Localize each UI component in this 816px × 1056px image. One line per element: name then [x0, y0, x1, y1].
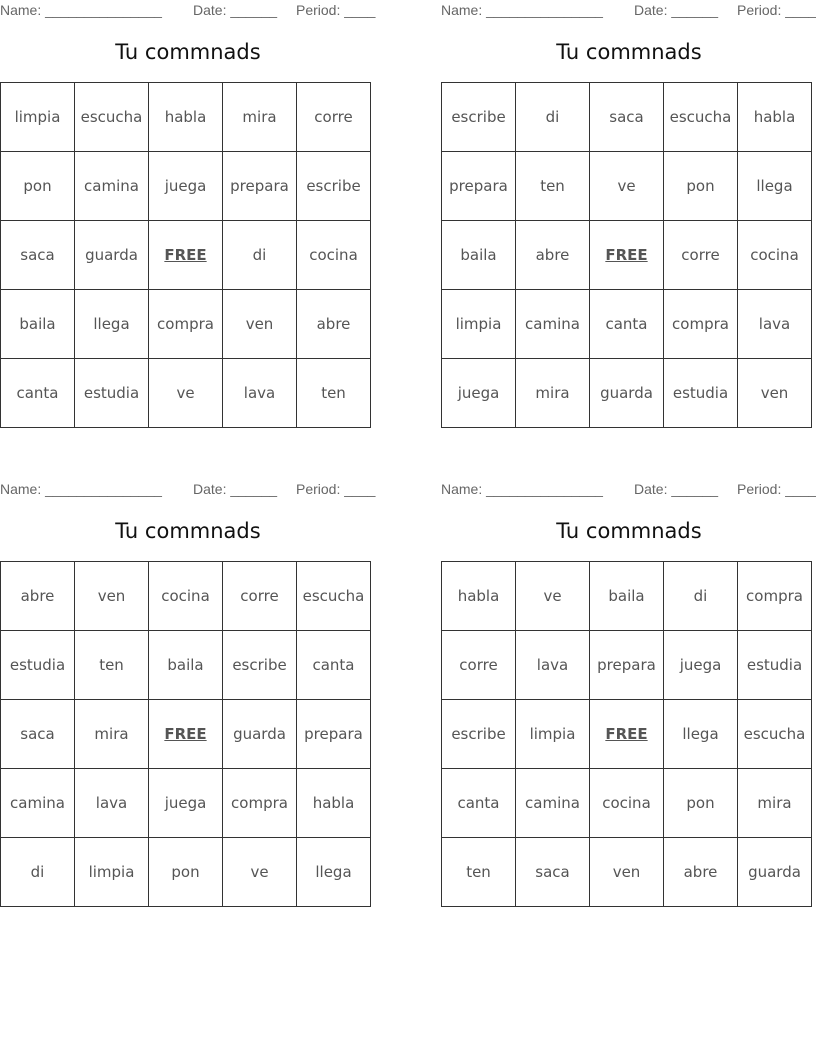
grid-row [1, 631, 371, 700]
bingo-cell: saca [516, 838, 590, 907]
bingo-cell: canta [1, 359, 75, 428]
bingo-cell: escucha [297, 562, 371, 631]
grid-row [1, 359, 371, 428]
grid-row [442, 290, 812, 359]
bingo-cell: ve [590, 152, 664, 221]
bingo-cell: cocina [738, 221, 812, 290]
bingo-cell: abre [297, 290, 371, 359]
bingo-cell: canta [297, 631, 371, 700]
card-title: Tu commnads [556, 40, 702, 64]
bingo-cell: di [1, 838, 75, 907]
bingo-cell: corre [442, 631, 516, 700]
bingo-cell: habla [297, 769, 371, 838]
bingo-cell: baila [149, 631, 223, 700]
bingo-cell: juega [664, 631, 738, 700]
bingo-cell: llega [738, 152, 812, 221]
bingo-cell: guarda [223, 700, 297, 769]
grid-row [1, 290, 371, 359]
bingo-cell: abre [516, 221, 590, 290]
date-field: Date: ______ [634, 481, 719, 497]
card-header [0, 481, 376, 497]
grid-row [1, 152, 371, 221]
grid-row [442, 838, 812, 907]
bingo-cell: juega [149, 152, 223, 221]
bingo-cell: ven [738, 359, 812, 428]
bingo-cell: escribe [442, 700, 516, 769]
bingo-cell: canta [442, 769, 516, 838]
name-field: Name: _______________ [0, 2, 162, 18]
bingo-cell: prepara [297, 700, 371, 769]
bingo-cell: llega [75, 290, 149, 359]
bingo-cell: pon [664, 152, 738, 221]
name-field: Name: _______________ [441, 2, 603, 18]
bingo-cell: pon [149, 838, 223, 907]
bingo-cell: llega [664, 700, 738, 769]
card-title: Tu commnads [115, 40, 261, 64]
bingo-cell: guarda [590, 359, 664, 428]
bingo-grid [0, 561, 371, 907]
bingo-cell: ten [442, 838, 516, 907]
bingo-cell: compra [664, 290, 738, 359]
bingo-cell: baila [590, 562, 664, 631]
bingo-cell: compra [738, 562, 812, 631]
period-field: Period: ____ [296, 481, 376, 497]
period-field: Period: ____ [737, 2, 816, 18]
free-cell: FREE [149, 700, 223, 769]
bingo-cell: cocina [297, 221, 371, 290]
bingo-cell: corre [664, 221, 738, 290]
bingo-cell: canta [590, 290, 664, 359]
bingo-cell: mira [223, 83, 297, 152]
bingo-cell: limpia [1, 83, 75, 152]
bingo-cell: saca [1, 700, 75, 769]
card-header [441, 481, 816, 497]
grid-row [1, 769, 371, 838]
grid-row [1, 562, 371, 631]
date-field: Date: ______ [193, 481, 278, 497]
bingo-cell: habla [442, 562, 516, 631]
bingo-cell: ten [516, 152, 590, 221]
card-header [441, 2, 816, 18]
bingo-cell: camina [516, 769, 590, 838]
bingo-cell: camina [75, 152, 149, 221]
grid-row [442, 359, 812, 428]
bingo-cell: escribe [442, 83, 516, 152]
bingo-grid [441, 561, 812, 907]
grid-row [1, 700, 371, 769]
grid-row [442, 221, 812, 290]
grid-row [442, 700, 812, 769]
bingo-cell: habla [738, 83, 812, 152]
date-field: Date: ______ [193, 2, 278, 18]
bingo-cell: llega [297, 838, 371, 907]
bingo-cell: di [516, 83, 590, 152]
bingo-cell: compra [149, 290, 223, 359]
bingo-cell: di [223, 221, 297, 290]
bingo-cell: mira [75, 700, 149, 769]
bingo-cell: estudia [1, 631, 75, 700]
bingo-cell: juega [442, 359, 516, 428]
bingo-cell: saca [590, 83, 664, 152]
bingo-card-4 [441, 479, 816, 881]
bingo-cell: guarda [738, 838, 812, 907]
bingo-cell: juega [149, 769, 223, 838]
grid-row [1, 838, 371, 907]
card-title: Tu commnads [115, 519, 261, 543]
grid-row [442, 562, 812, 631]
bingo-cell: camina [1, 769, 75, 838]
bingo-cell: escucha [738, 700, 812, 769]
bingo-cell: pon [1, 152, 75, 221]
free-cell: FREE [590, 700, 664, 769]
bingo-cell: ven [75, 562, 149, 631]
bingo-cell: baila [1, 290, 75, 359]
bingo-cell: abre [664, 838, 738, 907]
bingo-cell: prepara [223, 152, 297, 221]
bingo-card-1 [0, 0, 376, 402]
bingo-cell: mira [738, 769, 812, 838]
bingo-cell: corre [297, 83, 371, 152]
name-field: Name: _______________ [441, 481, 603, 497]
bingo-cell: pon [664, 769, 738, 838]
bingo-cell: cocina [149, 562, 223, 631]
bingo-cell: lava [75, 769, 149, 838]
period-field: Period: ____ [296, 2, 376, 18]
bingo-cell: escribe [297, 152, 371, 221]
grid-row [442, 769, 812, 838]
grid-row [442, 152, 812, 221]
bingo-cell: baila [442, 221, 516, 290]
bingo-cell: ten [75, 631, 149, 700]
bingo-cell: ve [516, 562, 590, 631]
bingo-cell: lava [223, 359, 297, 428]
bingo-cell: abre [1, 562, 75, 631]
bingo-cell: prepara [442, 152, 516, 221]
bingo-cell: ve [149, 359, 223, 428]
bingo-cell: estudia [75, 359, 149, 428]
bingo-cell: di [664, 562, 738, 631]
grid-row [442, 83, 812, 152]
bingo-cell: prepara [590, 631, 664, 700]
grid-row [1, 221, 371, 290]
date-field: Date: ______ [634, 2, 719, 18]
bingo-cell: lava [516, 631, 590, 700]
bingo-cell: escucha [75, 83, 149, 152]
bingo-cell: ten [297, 359, 371, 428]
bingo-cell: estudia [664, 359, 738, 428]
bingo-cell: guarda [75, 221, 149, 290]
bingo-cell: escribe [223, 631, 297, 700]
bingo-cell: lava [738, 290, 812, 359]
bingo-cell: ve [223, 838, 297, 907]
bingo-cell: estudia [738, 631, 812, 700]
bingo-cell: compra [223, 769, 297, 838]
free-cell: FREE [149, 221, 223, 290]
bingo-cell: saca [1, 221, 75, 290]
bingo-cell: cocina [590, 769, 664, 838]
bingo-cell: ven [223, 290, 297, 359]
bingo-card-2 [441, 0, 816, 402]
bingo-cell: habla [149, 83, 223, 152]
bingo-cell: limpia [442, 290, 516, 359]
card-header [0, 2, 376, 18]
period-field: Period: ____ [737, 481, 816, 497]
bingo-cell: ven [590, 838, 664, 907]
bingo-cell: limpia [75, 838, 149, 907]
bingo-cell: limpia [516, 700, 590, 769]
name-field: Name: _______________ [0, 481, 162, 497]
bingo-cell: escucha [664, 83, 738, 152]
free-cell: FREE [590, 221, 664, 290]
bingo-cell: corre [223, 562, 297, 631]
bingo-cell: mira [516, 359, 590, 428]
grid-row [1, 83, 371, 152]
bingo-cell: camina [516, 290, 590, 359]
card-title: Tu commnads [556, 519, 702, 543]
bingo-grid [0, 82, 371, 428]
bingo-grid [441, 82, 812, 428]
bingo-card-3 [0, 479, 376, 881]
grid-row [442, 631, 812, 700]
